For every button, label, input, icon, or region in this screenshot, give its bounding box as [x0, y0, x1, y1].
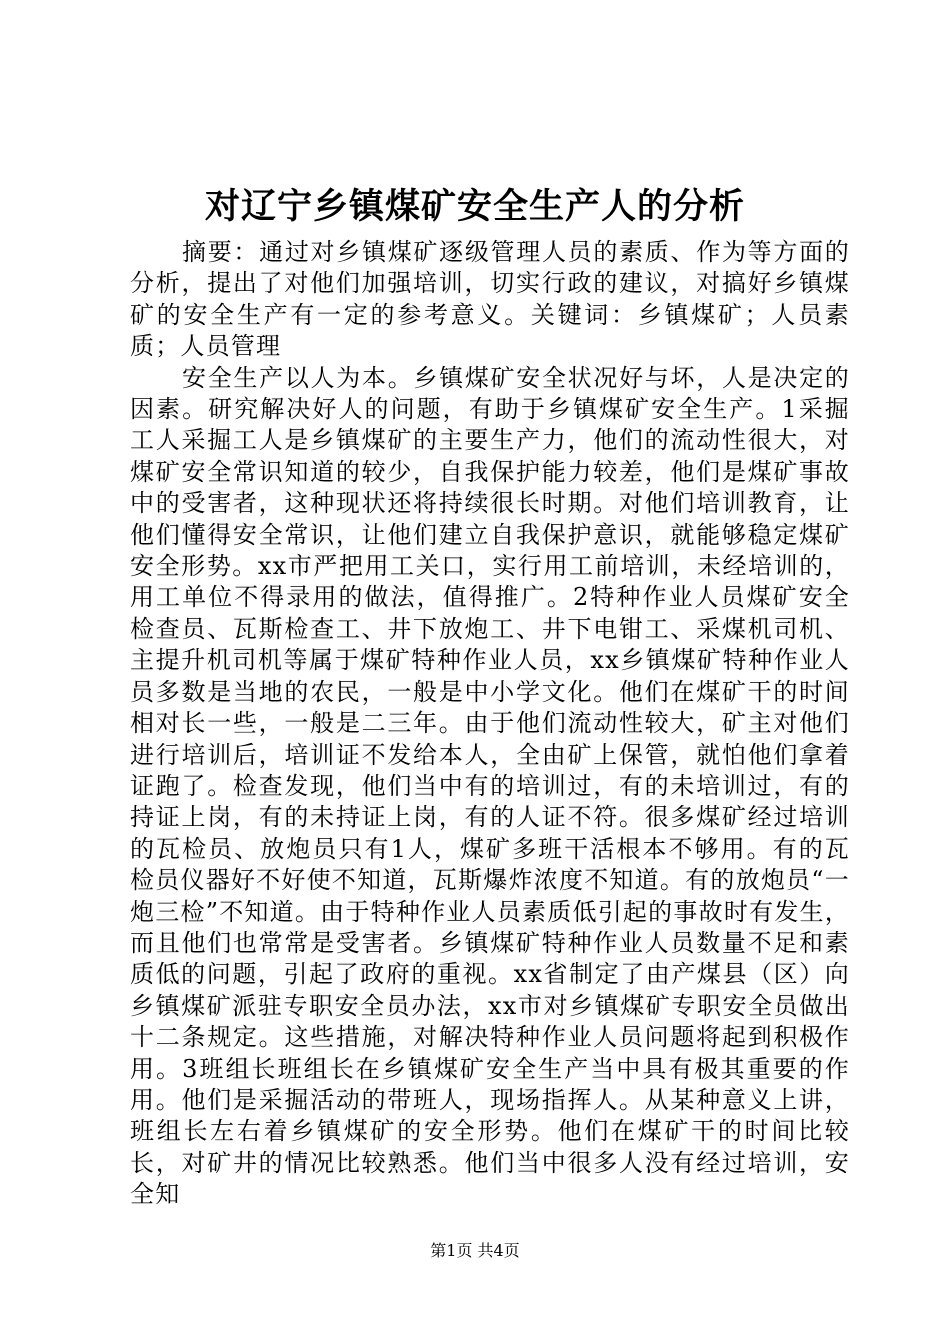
document-body [130, 237, 850, 1211]
abstract-paragraph: 摘要：通过对乡镇煤矿逐级管理人员的素质、作为等方面的分析，提出了对他们加强培训，切实行政的建议，对搞好乡镇煤矿的安全生产有一定的参考意义。关键词：乡镇煤矿；人员素质；人员管理 [130, 238, 850, 361]
page-footer: 第1页 共4页 [430, 1241, 520, 1260]
main-paragraph: 安全生产以人为本。乡镇煤矿安全状况好与坏，人是决定的因素。研究解决好人的问题，有助于乡镇煤矿安全生产。1采掘工人采掘工人是乡镇煤矿的主要生产力，他们的流动性很大，对煤矿安全常识知道的较少，自我保护能力较差，他们是煤矿事故中的受害者，这种现状还将持续很长时期。对他们培训教育，让他们懂得安全常识，让他们建立自我保护意识，就能够稳定煤矿安全形势。xx市严把用工关口，实行用工前培训，未经培训的，用工单位不得录用的做法，值得推广。2特种作业人员煤矿安全检查员、瓦斯检查工、井下放炮工、井下电钳工、采煤机司机、主提升机司机等属于煤矿特种作业人员，xx乡镇煤矿特种作业人员多数是当地的农民，一般是中小学文化。他们在煤矿干的时间相对长一些，一般是二三年。由于他们流动性较大，矿主对他们进行培训后，培训证不发给本人，全由矿上保管，就怕他们拿着证跑了。检查发现，他们当中有的培训过，有的未培训过，有的持证上岗，有的未持证上岗，有的人证不符。很多煤矿经过培训的瓦检员、放炮员只有1人，煤矿多班干活根本不够用。有的瓦检员仪器好不好使不知道，瓦斯爆炸浓度不知道。有的放炮员“一炮三检”不知道。由于特种作业人员素质低引起的事故时有发生，而且他们也常常是受害者。乡镇煤矿特种作业人员数量不足和素质低的问题，引起了政府的重视。xx省制定了由产煤县（区）向乡镇煤矿派驻专职安全员办法，xx市对乡镇煤矿专职安全员做出十二条规定。这些措施，对解决特种作业人员问题将起到积极作用。3班组长班组长在乡镇煤矿安全生产当中具有极其重要的作用。他们是采掘活动的带班人，现场指挥人。从某种意义上讲，班组长左右着乡镇煤矿的安全形势。他们在煤矿干的时间比较长，对矿井的情况比较熟悉。他们当中很多人没有经过培训，安全知 [130, 363, 850, 1209]
document-title: 对辽宁乡镇煤矿安全生产人的分析 [204, 186, 745, 227]
